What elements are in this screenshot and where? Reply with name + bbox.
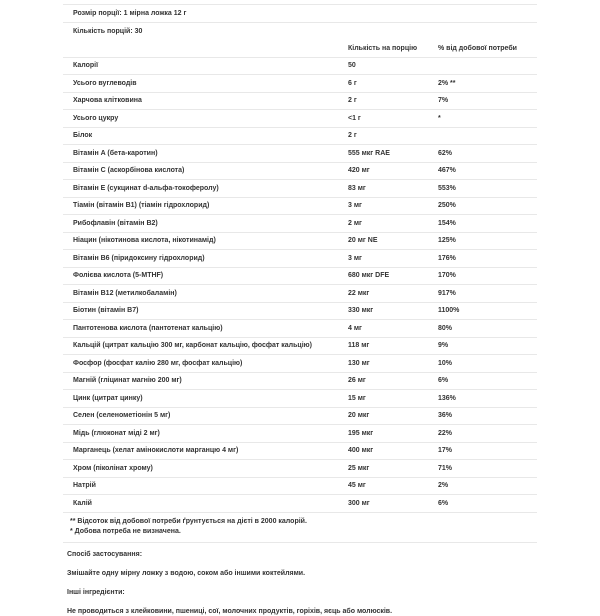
- nutrient-amount: 2 г: [348, 97, 357, 105]
- nutrient-amount: 680 мкг DFE: [348, 272, 390, 280]
- nutrient-daily-value: 553%: [438, 184, 456, 192]
- nutrient-amount: 22 мкг: [348, 289, 370, 297]
- nutrient-daily-value: 2% **: [438, 79, 456, 87]
- nutrient-row: [63, 198, 537, 216]
- nutrient-row: [63, 215, 537, 233]
- nutrient-daily-value: 136%: [438, 394, 456, 402]
- nutrient-amount: 118 мг: [348, 342, 370, 350]
- nutrient-amount: 25 мкг: [348, 464, 370, 472]
- nutrient-rows: [63, 58, 537, 513]
- nutrient-name: Тіамін (вітамін B1) (тіамін гідрохлорид): [73, 202, 210, 210]
- nutrient-amount: 3 мг: [348, 254, 362, 262]
- nutrient-name: Кальцій (цитрат кальцію 300 мг, карбонат кальцію, фосфат кальцію): [73, 342, 312, 350]
- nutrient-name: Мідь (глюконат міді 2 мг): [73, 429, 160, 437]
- nutrient-amount: 20 мг NE: [348, 237, 378, 245]
- nutrient-daily-value: 1100%: [438, 307, 460, 315]
- nutrient-amount: 555 мкг RAE: [348, 149, 390, 157]
- nutrient-name: Вітамін B12 (метилкобаламін): [73, 289, 177, 297]
- nutrient-row: [63, 58, 537, 76]
- nutrient-row: [63, 408, 537, 426]
- nutrient-row: [63, 355, 537, 373]
- nutrient-row: [63, 495, 537, 513]
- nutrient-daily-value: 2%: [438, 482, 449, 490]
- nutrient-name: Магній (гліцинат магнію 200 мг): [73, 377, 182, 385]
- nutrient-amount: 400 мкг: [348, 447, 374, 455]
- nutrient-row: [63, 373, 537, 391]
- nutrient-name: Селен (селенометіонін 5 мг): [73, 412, 171, 420]
- nutrient-name: Пантотенова кислота (пантотенат кальцію): [73, 324, 223, 332]
- nutrient-name: Калорії: [73, 62, 99, 70]
- serving-size-row: [63, 5, 537, 23]
- nutrient-daily-value: 71%: [438, 464, 453, 472]
- directions-title: Спосіб застосування:: [67, 550, 143, 558]
- nutrient-daily-value: 467%: [438, 167, 456, 175]
- nutrient-name: Біотин (вітамін B7): [73, 307, 139, 315]
- footnotes: [63, 513, 537, 543]
- nutrient-amount: 83 мг: [348, 184, 366, 192]
- nutrient-row: [63, 320, 537, 338]
- nutrient-row: [63, 163, 537, 181]
- nutrient-amount: 26 мг: [348, 377, 366, 385]
- nutrient-row: [63, 460, 537, 478]
- nutrient-row: [63, 390, 537, 408]
- nutrient-name: Фолієва кислота (5-MTHF): [73, 272, 164, 280]
- nutrient-row: [63, 443, 537, 461]
- nutrient-row: [63, 110, 537, 128]
- nutrient-name: Ніацин (нікотинова кислота, нікотинамід): [73, 237, 216, 245]
- nutrient-daily-value: 10%: [438, 359, 453, 367]
- nutrient-row: [63, 250, 537, 268]
- nutrient-daily-value: 9%: [438, 342, 449, 350]
- nutrient-name: Натрій: [73, 482, 96, 490]
- nutrient-row: [63, 145, 537, 163]
- nutrient-daily-value: 917%: [438, 289, 456, 297]
- nutrient-name: Усього вуглеводів: [73, 79, 137, 87]
- nutrient-amount: 130 мг: [348, 359, 370, 367]
- nutrient-amount: 45 мг: [348, 482, 366, 490]
- nutrient-amount: 195 мкг: [348, 429, 374, 437]
- nutrient-daily-value: 17%: [438, 447, 453, 455]
- nutrient-daily-value: 170%: [438, 272, 456, 280]
- nutrient-amount: 2 г: [348, 132, 357, 140]
- nutrient-daily-value: 176%: [438, 254, 456, 262]
- nutrient-amount: 50: [348, 62, 356, 70]
- nutrient-name: Фосфор (фосфат калію 280 мг, фосфат кальцію): [73, 359, 243, 367]
- nutrient-row: [63, 268, 537, 286]
- nutrient-name: Вітамін B6 (піридоксину гідрохлорид): [73, 254, 205, 262]
- nutrient-row: [63, 285, 537, 303]
- additional-info: [63, 543, 537, 616]
- serving-size-label: Розмір порції: 1 мірна ложка 12 г: [73, 9, 187, 17]
- nutrient-row: [63, 338, 537, 356]
- nutrient-amount: 20 мкг: [348, 412, 370, 420]
- nutrient-name: Усього цукру: [73, 114, 119, 122]
- footnote-not-established: * Добова потреба не визначена.: [70, 527, 181, 535]
- nutrient-name: Цинк (цитрат цинку): [73, 394, 143, 402]
- nutrient-row: [63, 425, 537, 443]
- nutrient-daily-value: 36%: [438, 412, 453, 420]
- nutrient-amount: <1 г: [348, 114, 361, 122]
- nutrient-daily-value: 6%: [438, 499, 449, 507]
- nutrient-name: Марганець (хелат амінокислоти марганцю 4 мг): [73, 447, 239, 455]
- column-header-row: [63, 40, 537, 58]
- directions-body: Змішайте одну мірну ложку з водою, соком або іншими коктейлями.: [67, 569, 306, 577]
- nutrient-daily-value: 62%: [438, 149, 453, 157]
- daily-value-column-header: % від добової потреби: [438, 44, 517, 52]
- nutrient-row: [63, 303, 537, 321]
- nutrient-daily-value: *: [438, 114, 441, 122]
- nutrient-amount: 15 мг: [348, 394, 366, 402]
- nutrient-daily-value: 125%: [438, 237, 456, 245]
- nutrient-name: Вітамін A (бета-каротин): [73, 149, 158, 157]
- servings-count-label: Кількість порцій: 30: [73, 27, 143, 35]
- nutrient-name: Рибофлавін (вітамін B2): [73, 219, 158, 227]
- nutrient-name: Харчова клітковина: [73, 97, 142, 105]
- nutrient-amount: 4 мг: [348, 324, 362, 332]
- nutrient-daily-value: 154%: [438, 219, 456, 227]
- nutrient-row: [63, 180, 537, 198]
- nutrient-daily-value: 7%: [438, 97, 449, 105]
- nutrient-amount: 300 мг: [348, 499, 370, 507]
- nutrient-name: Білок: [73, 132, 93, 140]
- nutrient-daily-value: 250%: [438, 202, 456, 210]
- nutrient-row: [63, 75, 537, 93]
- nutrient-daily-value: 22%: [438, 429, 453, 437]
- nutrient-name: Вітамін E (сукцинат d-альфа-токоферолу): [73, 184, 219, 192]
- nutrient-row: [63, 93, 537, 111]
- nutrient-daily-value: 6%: [438, 377, 449, 385]
- nutrient-name: Калій: [73, 499, 92, 507]
- nutrient-row: [63, 478, 537, 496]
- nutrient-name: Вітамін C (аскорбінова кислота): [73, 167, 185, 175]
- other-ingredients-title: Інші інгредієнти:: [67, 588, 125, 596]
- footnote-daily-value: ** Відсоток від добової потреби ґрунтується на дієті в 2000 калорій.: [70, 517, 307, 525]
- other-ingredients-body: Не проводиться з клейковини, пшениці, сої, молочних продуктів, горіхів, яєць або молюсків.: [67, 607, 393, 615]
- nutrient-amount: 420 мг: [348, 167, 370, 175]
- nutrient-amount: 2 мг: [348, 219, 362, 227]
- supplement-facts-table: [63, 4, 537, 543]
- nutrient-row: [63, 233, 537, 251]
- servings-count-row: [63, 23, 537, 41]
- nutrient-amount: 6 г: [348, 79, 357, 87]
- nutrient-amount: 330 мкг: [348, 307, 374, 315]
- nutrient-row: [63, 128, 537, 146]
- nutrient-daily-value: 80%: [438, 324, 453, 332]
- nutrient-amount: 3 мг: [348, 202, 362, 210]
- nutrient-name: Хром (піколінат хрому): [73, 464, 153, 472]
- amount-per-serving-column-header: Кількість на порцію: [348, 44, 418, 52]
